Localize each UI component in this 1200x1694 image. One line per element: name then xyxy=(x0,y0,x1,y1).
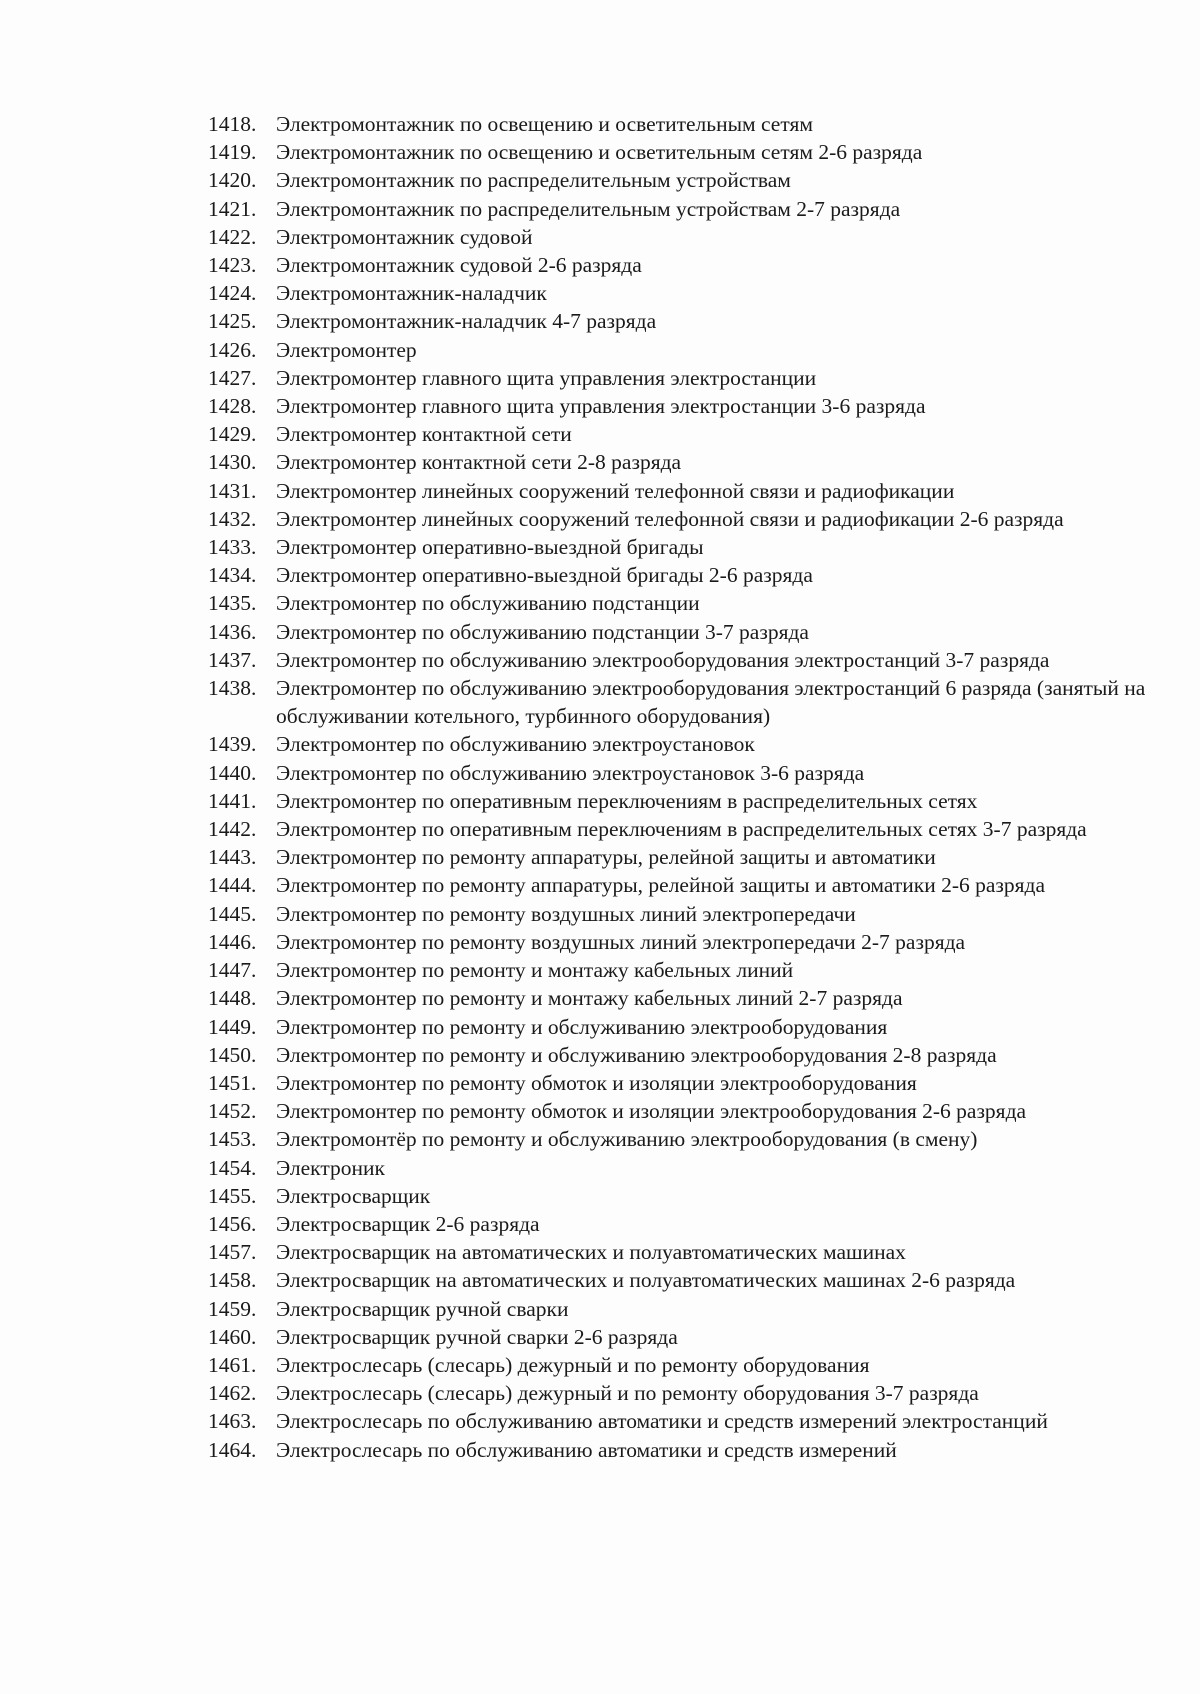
list-item xyxy=(208,477,1158,505)
item-text: Электромонтажник-наладчик 4-7 разряда xyxy=(276,309,657,334)
item-number: 1444. xyxy=(208,873,257,898)
item-number: 1454. xyxy=(208,1155,257,1180)
list-item xyxy=(208,251,1158,279)
item-text: Электромонтер по ремонту обмоток и изоляции электрооборудования xyxy=(276,1070,917,1095)
list-item xyxy=(208,336,1158,364)
item-text: Электромонтажник судовой 2-6 разряда xyxy=(276,253,642,278)
item-text: Электромонтер по обслуживанию подстанции 3-7 разряда xyxy=(276,619,809,644)
list-item xyxy=(208,928,1158,956)
list-item xyxy=(208,815,1158,843)
item-text: Электромонтер по ремонту воздушных линий электропередачи xyxy=(276,901,856,926)
list-item xyxy=(208,420,1158,448)
item-number: 1418. xyxy=(208,112,257,136)
item-number: 1425. xyxy=(208,309,257,334)
item-number: 1451. xyxy=(208,1070,257,1095)
list-item xyxy=(208,448,1158,476)
item-text: Электросварщик 2-6 разряда xyxy=(276,1211,540,1236)
item-text: Электромонтажник по распределительным устройствам 2-7 разряда xyxy=(276,196,901,221)
item-number: 1447. xyxy=(208,958,257,983)
item-number: 1420. xyxy=(208,168,257,193)
list-item xyxy=(208,843,1158,871)
item-number: 1448. xyxy=(208,986,257,1011)
item-number: 1463. xyxy=(208,1409,257,1434)
item-number: 1421. xyxy=(208,196,257,221)
item-text: Электромонтажник по распределительным устройствам xyxy=(276,168,791,193)
item-number: 1445. xyxy=(208,901,257,926)
item-text: Электромонтер контактной сети 2-8 разряда xyxy=(276,450,682,475)
list-item xyxy=(208,1097,1158,1125)
item-number: 1431. xyxy=(208,478,257,503)
item-number: 1428. xyxy=(208,394,257,419)
item-text: Электромонтер по обслуживанию подстанции xyxy=(276,591,700,616)
list-item xyxy=(208,871,1158,899)
item-text: Электромонтажник судовой xyxy=(276,224,533,249)
list-item xyxy=(208,392,1158,420)
item-text: Электромонтер оперативно-выездной бригады 2-6 разряда xyxy=(276,563,813,588)
list-item xyxy=(208,1266,1158,1294)
item-text: Электросварщик на автоматических и полуавтоматических машинах xyxy=(276,1240,906,1265)
list-item xyxy=(208,307,1158,335)
item-number: 1434. xyxy=(208,563,257,588)
item-text: Электромонтер по ремонту и обслуживанию электрооборудования 2-8 разряда xyxy=(276,1042,997,1067)
item-number: 1429. xyxy=(208,422,257,447)
item-number: 1435. xyxy=(208,591,257,616)
item-number: 1464. xyxy=(208,1437,257,1462)
item-text: Электромонтер линейных сооружений телефонной связи и радиофикации xyxy=(276,478,955,503)
list-item xyxy=(208,223,1158,251)
list-item xyxy=(208,1125,1158,1153)
list-item xyxy=(208,533,1158,561)
item-text: Электромонтажник по освещению и осветительным сетям xyxy=(276,112,813,136)
item-number: 1423. xyxy=(208,253,257,278)
item-number: 1426. xyxy=(208,337,257,362)
list-item xyxy=(208,1407,1158,1435)
item-text: Электромонтер xyxy=(276,337,417,362)
list-item xyxy=(208,561,1158,589)
list-item xyxy=(208,195,1158,223)
item-text: Электромонтажник по освещению и осветительным сетям 2-6 разряда xyxy=(276,140,923,165)
list-item xyxy=(208,1351,1158,1379)
item-text: Электрослесарь по обслуживанию автоматики и средств измерений электростанций xyxy=(276,1409,1048,1434)
item-number: 1462. xyxy=(208,1381,257,1406)
item-text: Электросварщик ручной сварки xyxy=(276,1296,569,1321)
item-text: Электромонтер оперативно-выездной бригады xyxy=(276,535,704,560)
item-text: Электромонтёр по ремонту и обслуживанию электрооборудования (в смену) xyxy=(276,1127,978,1152)
item-number: 1449. xyxy=(208,1014,257,1039)
item-text: Электромонтер по ремонту и обслуживанию электрооборудования xyxy=(276,1014,888,1039)
item-number: 1440. xyxy=(208,760,257,785)
list-item xyxy=(208,138,1158,166)
list-item xyxy=(208,730,1158,758)
list-item xyxy=(208,589,1158,617)
item-number: 1450. xyxy=(208,1042,257,1067)
item-text: Электромонтер линейных сооружений телефонной связи и радиофикации 2-6 разряда xyxy=(276,506,1064,531)
item-text: Электромонтер по обслуживанию электроустановок 3-6 разряда xyxy=(276,760,865,785)
list-item xyxy=(208,1069,1158,1097)
item-text: Электромонтер по обслуживанию электроустановок xyxy=(276,732,755,757)
item-text: Электромонтер по ремонту аппаратуры, релейной защиты и автоматики 2-6 разряда xyxy=(276,873,1046,898)
list-item xyxy=(208,364,1158,392)
item-text: Электромонтер главного щита управления электростанции 3-6 разряда xyxy=(276,394,926,419)
item-number: 1461. xyxy=(208,1352,257,1377)
list-item xyxy=(208,759,1158,787)
item-number: 1422. xyxy=(208,224,257,249)
item-number: 1460. xyxy=(208,1324,257,1349)
item-number: 1427. xyxy=(208,365,257,390)
item-text: Электромонтер по оперативным переключениям в распределительных сетях 3-7 разряда xyxy=(276,817,1087,842)
item-text: Электросварщик на автоматических и полуавтоматических машинах 2-6 разряда xyxy=(276,1268,1016,1293)
list-item xyxy=(208,505,1158,533)
item-number: 1442. xyxy=(208,817,257,842)
item-number: 1458. xyxy=(208,1268,257,1293)
list-item xyxy=(208,787,1158,815)
item-number: 1455. xyxy=(208,1183,257,1208)
list-item xyxy=(208,1182,1158,1210)
item-text: Электромонтер главного щита управления электростанции xyxy=(276,365,817,390)
item-text: Электромонтер по оперативным переключениям в распределительных сетях xyxy=(276,788,978,813)
item-text: Электрослесарь (слесарь) дежурный и по ремонту оборудования xyxy=(276,1352,870,1377)
item-text: Электрослесарь по обслуживанию автоматики и средств измерений xyxy=(276,1437,897,1462)
list-item xyxy=(208,110,1158,138)
item-number: 1437. xyxy=(208,647,257,672)
list-item xyxy=(208,1436,1158,1464)
list-item xyxy=(208,1210,1158,1238)
item-text: Электросварщик ручной сварки 2-6 разряда xyxy=(276,1324,678,1349)
item-number: 1441. xyxy=(208,788,257,813)
item-text: Электромонтер по ремонту аппаратуры, релейной защиты и автоматики xyxy=(276,845,936,870)
list-item xyxy=(208,984,1158,1012)
item-number: 1457. xyxy=(208,1240,257,1265)
item-number: 1433. xyxy=(208,535,257,560)
list-item xyxy=(208,279,1158,307)
item-number: 1432. xyxy=(208,506,257,531)
item-text: Электросварщик xyxy=(276,1183,431,1208)
item-number: 1424. xyxy=(208,281,257,306)
list-item xyxy=(208,166,1158,194)
item-number: 1459. xyxy=(208,1296,257,1321)
item-number: 1438. xyxy=(208,676,257,701)
item-number: 1456. xyxy=(208,1211,257,1236)
item-number: 1430. xyxy=(208,450,257,475)
item-text: Электромонтер по ремонту обмоток и изоляции электрооборудования 2-6 разряда xyxy=(276,1099,1027,1124)
item-number: 1419. xyxy=(208,140,257,165)
item-number: 1436. xyxy=(208,619,257,644)
list-item xyxy=(208,646,1158,674)
item-text: Электромонтер по обслуживанию электрооборудования электростанций 6 разряда (занятый на обслуживании котельного, турбинного оборудования) xyxy=(276,676,1146,729)
list-item xyxy=(208,956,1158,984)
item-text: Электрослесарь (слесарь) дежурный и по ремонту оборудования 3-7 разряда xyxy=(276,1381,979,1406)
list-item xyxy=(208,1323,1158,1351)
list-item xyxy=(208,1154,1158,1182)
item-text: Электромонтер по ремонту воздушных линий электропередачи 2-7 разряда xyxy=(276,929,966,954)
list-item xyxy=(208,1238,1158,1266)
item-text: Электроник xyxy=(276,1155,385,1180)
list-item xyxy=(208,1041,1158,1069)
item-number: 1446. xyxy=(208,929,257,954)
list-item xyxy=(208,618,1158,646)
item-text: Электромонтер по обслуживанию электрооборудования электростанций 3-7 разряда xyxy=(276,647,1050,672)
item-text: Электромонтер по ремонту и монтажу кабельных линий 2-7 разряда xyxy=(276,986,903,1011)
item-number: 1453. xyxy=(208,1127,257,1152)
occupation-list xyxy=(208,110,1158,1464)
item-number: 1439. xyxy=(208,732,257,757)
item-text: Электромонтажник-наладчик xyxy=(276,281,547,306)
list-item xyxy=(208,674,1158,730)
item-text: Электромонтер контактной сети xyxy=(276,422,572,447)
list-item xyxy=(208,900,1158,928)
item-number: 1452. xyxy=(208,1099,257,1124)
list-item xyxy=(208,1013,1158,1041)
list-item xyxy=(208,1295,1158,1323)
list-item xyxy=(208,1379,1158,1407)
item-number: 1443. xyxy=(208,845,257,870)
item-text: Электромонтер по ремонту и монтажу кабельных линий xyxy=(276,958,794,983)
